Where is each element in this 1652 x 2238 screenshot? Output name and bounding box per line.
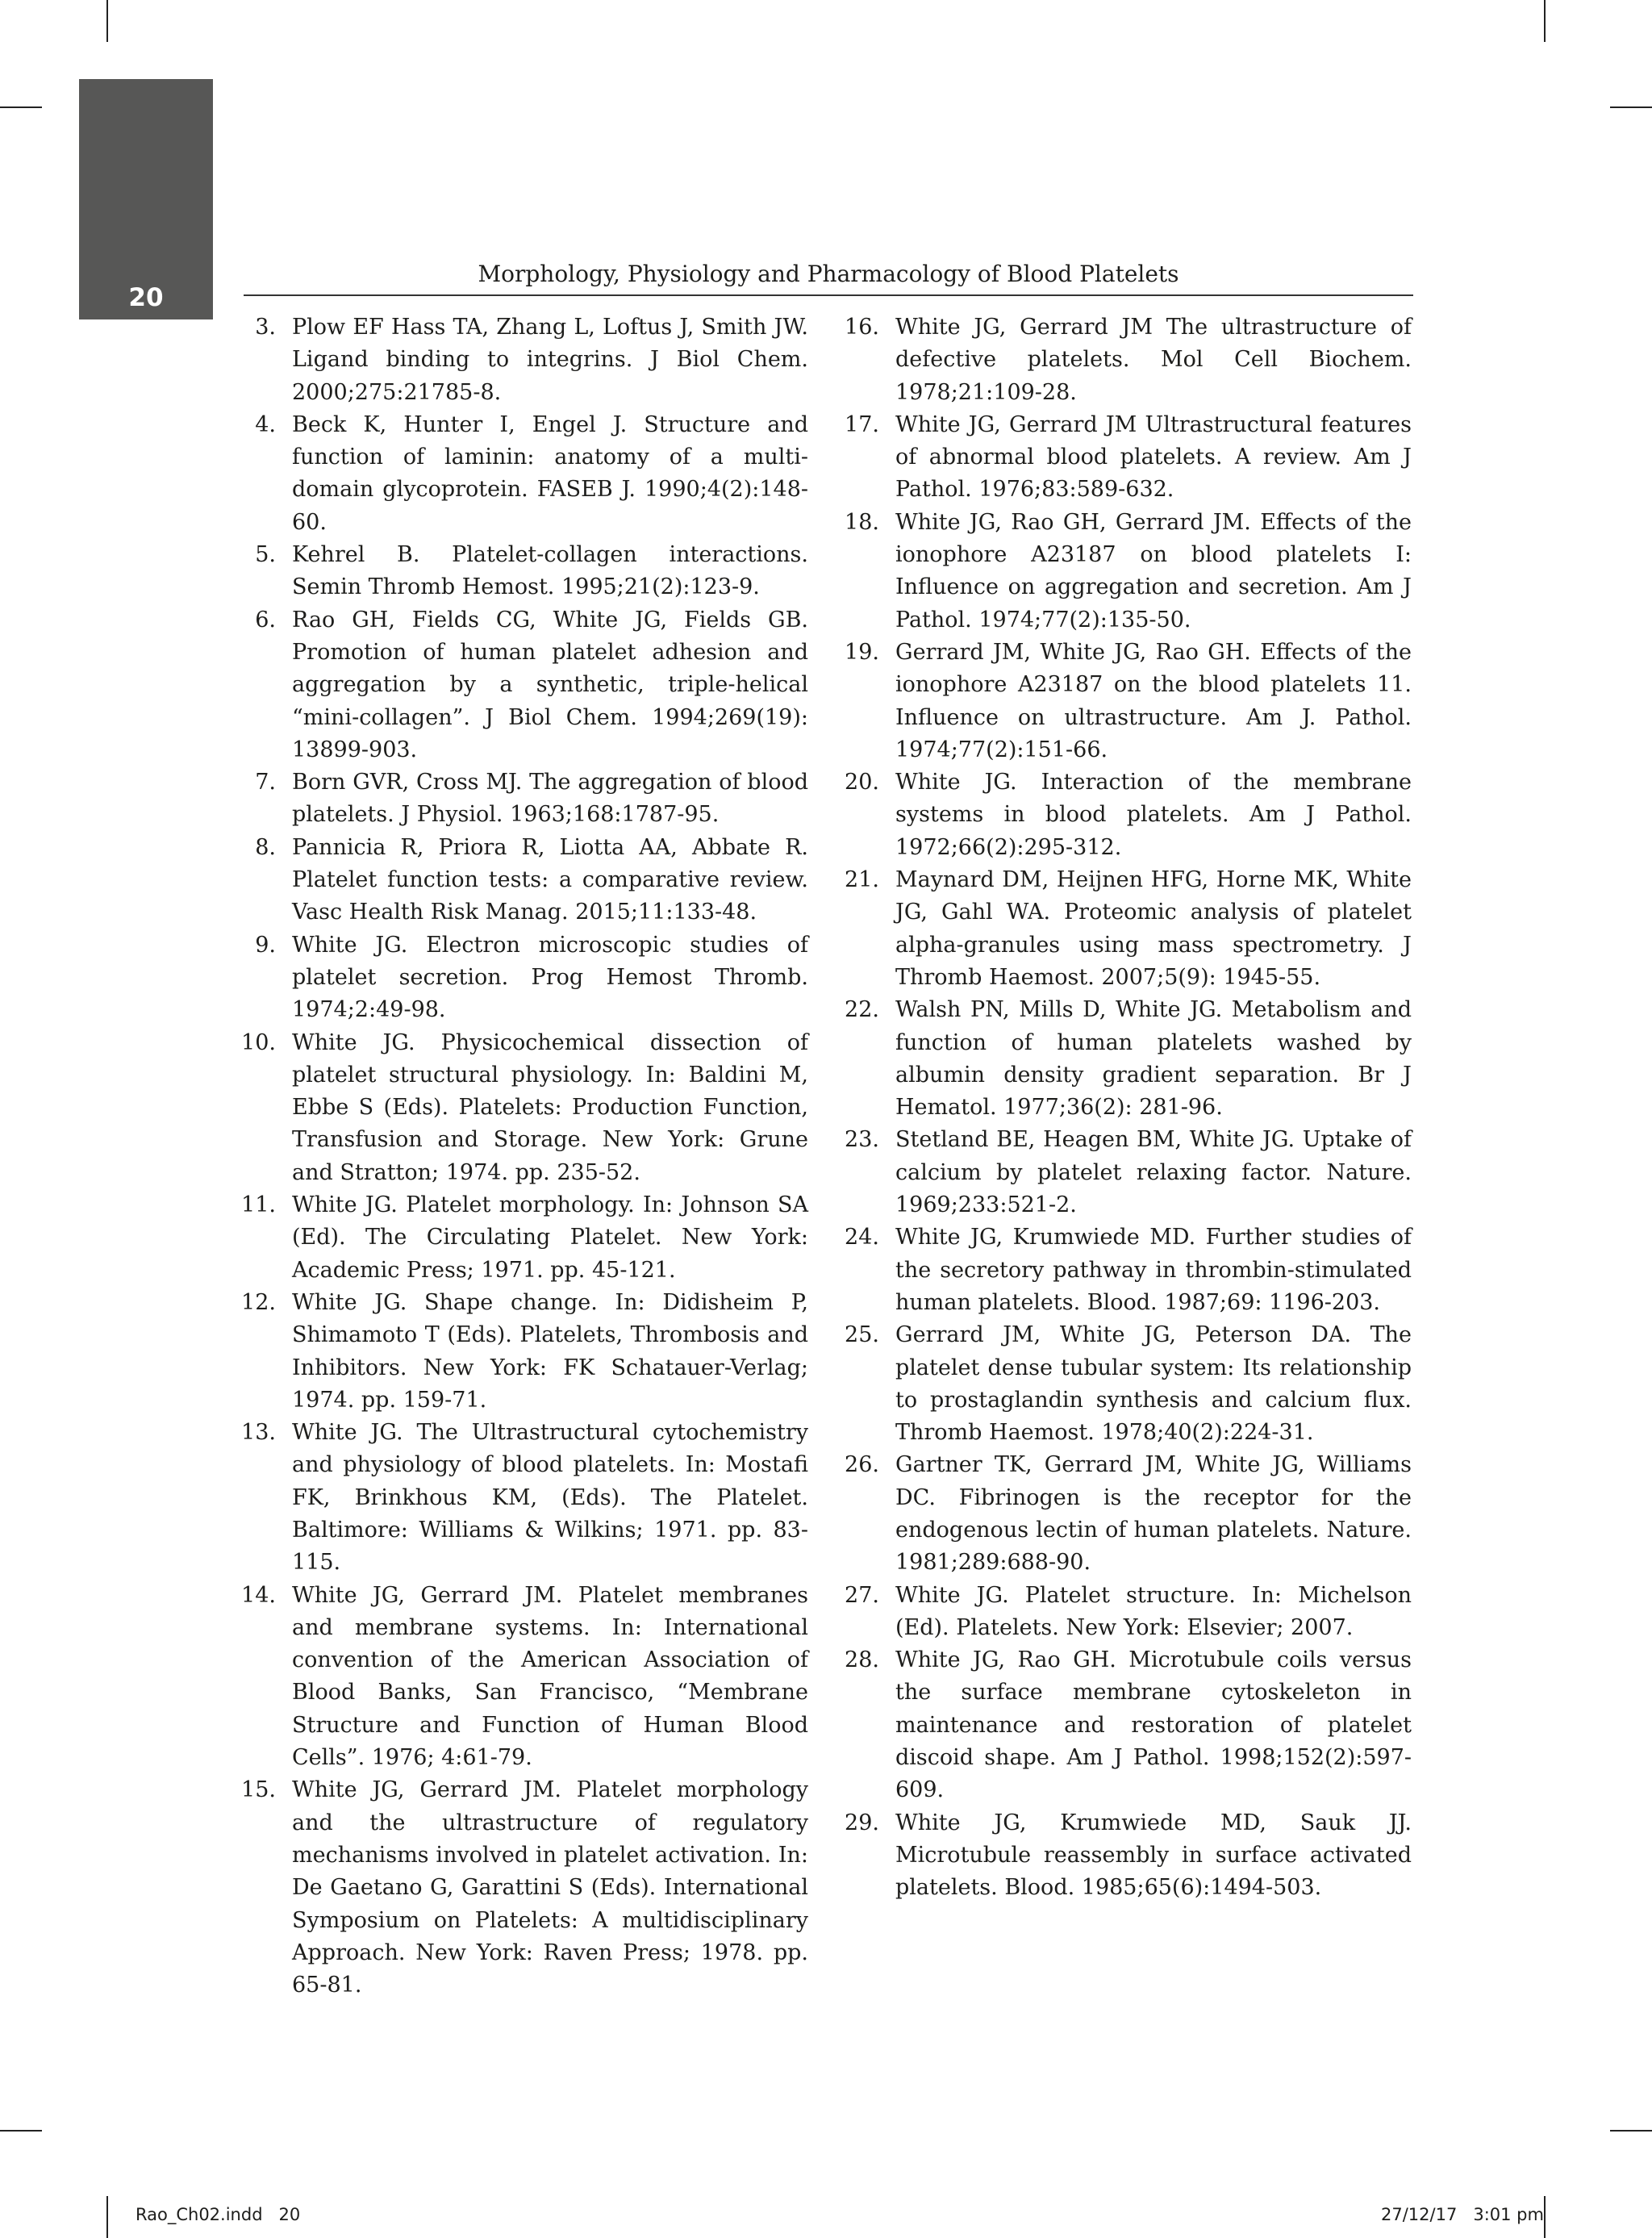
crop-mark-top-right [1544, 0, 1546, 42]
reference-item [831, 1319, 1412, 1449]
reference-item [831, 1580, 1412, 1645]
reference-text: Walsh PN, Mills D, White JG. Metabolism and function of human platelets washed by albumin density gradient separation. Br J Hematol. 1977;36(2): 281-96. [895, 997, 1412, 1121]
reference-item [227, 1189, 808, 1287]
reference-text: White JG, Gerrard JM. Platelet membranes and membrane systems. In: International convention of the American Association of Blood Banks, San Francisco, “Membrane Structure and Function of Human Blood Cells”. 1976; 4:61-79. [292, 1582, 808, 1771]
reference-text: Maynard DM, Heijnen HFG, Horne MK, White JG, Gahl WA. Proteomic analysis of platelet alpha-granules using mass spectrometry. J Thromb Haemost. 2007;5(9): 1945-55. [895, 867, 1412, 990]
reference-number: 24. [845, 1225, 879, 1251]
reference-text: Pannicia R, Priora R, Liotta AA, Abbate R. Platelet function tests: a comparative review. Vasc Health Risk Manag. 2015;11:133-48. [292, 834, 808, 925]
reference-item [227, 1027, 808, 1189]
reference-text: White JG, Rao GH. Microtubule coils versus the surface membrane cytoskeleton in maintenance and restoration of platelet discoid shape. Am J Pathol. 1998;152(2):597-609. [895, 1647, 1412, 1803]
reference-item [831, 311, 1412, 409]
reference-item [227, 311, 808, 409]
reference-number: 20. [845, 770, 879, 795]
reference-number: 26. [845, 1452, 879, 1478]
reference-number: 14. [241, 1582, 276, 1608]
reference-number: 25. [845, 1322, 879, 1348]
references-left-column [227, 311, 808, 2002]
reference-text: Kehrel B. Platelet-collagen interactions. Semin Thromb Hemost. 1995;21(2):123-9. [292, 542, 808, 600]
reference-text: Gerrard JM, White JG, Rao GH. Effects of the ionophore A23187 on the blood platelets 11. Influence on ultrastructure. Am J. Pathol. 1974;77(2):151-66. [895, 639, 1412, 762]
reference-text: White JG, Krumwiede MD, Sauk JJ. Microtubule reassembly in surface activated platelets. Blood. 1985;65(6):1494-503. [895, 1810, 1412, 1901]
reference-number: 23. [845, 1127, 879, 1153]
reference-number: 27. [845, 1582, 879, 1608]
reference-text: White JG. Platelet structure. In: Michelson (Ed). Platelets. New York: Elsevier; 2007. [895, 1582, 1412, 1640]
reference-text: White JG, Rao GH, Gerrard JM. Effects of the ionophore A23187 on blood platelets I: Influence on aggregation and secretion. Am J Pathol. 1974;77(2):135-50. [895, 509, 1412, 633]
crop-mark-right-bottom [1610, 2130, 1652, 2132]
reference-item [831, 409, 1412, 507]
reference-text: White JG. Shape change. In: Didisheim P, Shimamoto T (Eds). Platelets, Thrombosis and Inhibitors. New York: FK Schatauer-Verlag; 1974. pp. 159-71. [292, 1289, 808, 1413]
reference-text: White JG. The Ultrastructural cytochemistry and physiology of blood platelets. In: Mostafi FK, Brinkhous KM, (Eds). The Platelet. Baltimore: Williams & Wilkins; 1971. pp. 83-115. [292, 1420, 808, 1576]
reference-text: White JG, Krumwiede MD. Further studies of the secretory pathway in thrombin-stimulated human platelets. Blood. 1987;69: 1196-203. [895, 1225, 1412, 1315]
reference-item [227, 929, 808, 1027]
reference-text: Rao GH, Fields CG, White JG, Fields GB. Promotion of human platelet adhesion and aggregation by a synthetic, triple-helical “mini-collagen”. J Biol Chem. 1994;269(19): 13899-903. [292, 607, 808, 762]
reference-number: 4. [255, 411, 276, 437]
reference-number: 9. [255, 932, 276, 958]
reference-item [227, 409, 808, 539]
reference-item [227, 1287, 808, 1417]
crop-mark-top-left [106, 0, 108, 42]
reference-item [227, 1417, 808, 1579]
reference-number: 18. [845, 509, 879, 535]
reference-number: 10. [241, 1029, 276, 1055]
crop-mark-left-top [0, 106, 42, 108]
reference-text: White JG, Gerrard JM Ultrastructural features of abnormal blood platelets. A review. Am J Pathol. 1976;83:589-632. [895, 411, 1412, 503]
running-head: Morphology, Physiology and Pharmacology of Blood Platelets [478, 261, 1179, 287]
reference-item [831, 864, 1412, 994]
reference-text: White JG, Gerrard JM. Platelet morphology and the ultrastructure of regulatory mechanisms involved in platelet activation. In: De Gaetano G, Garattini S (Eds). International Symposium on Platelets: A multidisciplinary Approach. New York: Raven Press; 1978. pp. 65-81. [292, 1777, 808, 1998]
reference-item [227, 766, 808, 832]
reference-item [831, 1644, 1412, 1806]
reference-number: 11. [241, 1192, 276, 1218]
reference-item [831, 994, 1412, 1124]
reference-item [227, 832, 808, 929]
reference-number: 5. [255, 542, 276, 568]
crop-mark-right-top [1610, 106, 1652, 108]
reference-text: Born GVR, Cross MJ. The aggregation of blood platelets. J Physiol. 1963;168:1787-95. [292, 770, 808, 828]
crop-mark-bottom-left [106, 2196, 108, 2238]
reference-item [831, 637, 1412, 766]
references-right-column [831, 311, 1412, 1905]
reference-number: 7. [255, 770, 276, 795]
footer-file-slug: Rao_Ch02.indd 20 [136, 2205, 301, 2224]
reference-item [227, 1774, 808, 2002]
reference-number: 13. [241, 1420, 276, 1446]
reference-item [831, 507, 1412, 637]
reference-item [227, 604, 808, 766]
reference-item [831, 1124, 1412, 1221]
reference-number: 28. [845, 1647, 879, 1673]
reference-number: 29. [845, 1810, 879, 1835]
reference-text: White JG. Physicochemical dissection of platelet structural physiology. In: Baldini M, Ebbe S (Eds). Platelets: Production Function, Transfusion and Storage. New York: Grune and Stratton; 1974. pp. 235-52. [292, 1029, 808, 1185]
reference-number: 3. [255, 315, 276, 340]
reference-text: Gerrard JM, White JG, Peterson DA. The platelet dense tubular system: Its relationship to prostaglandin synthesis and calcium flux. Thromb Haemost. 1978;40(2):224-31. [895, 1322, 1412, 1446]
crop-mark-bottom-right [1544, 2196, 1546, 2238]
reference-text: White JG. Interaction of the membrane systems in blood platelets. Am J Pathol. 1972;66(2):295-312. [895, 770, 1412, 860]
page-number-tab [79, 79, 213, 319]
reference-number: 21. [845, 867, 879, 893]
reference-text: Stetland BE, Heagen BM, White JG. Uptake of calcium by platelet relaxing factor. Nature. 1969;233:521-2. [895, 1127, 1412, 1218]
crop-mark-left-bottom [0, 2130, 42, 2132]
reference-item [227, 539, 808, 604]
reference-item [227, 1580, 808, 1775]
reference-text: White JG. Platelet morphology. In: Johnson SA (Ed). The Circulating Platelet. New York: Academic Press; 1971. pp. 45-121. [292, 1192, 808, 1283]
reference-text: White JG. Electron microscopic studies of platelet secretion. Prog Hemost Thromb. 1974;2:49-98. [292, 932, 808, 1023]
page-number: 20 [128, 283, 164, 312]
reference-number: 19. [845, 639, 879, 665]
reference-number: 22. [845, 997, 879, 1023]
reference-text: Beck K, Hunter I, Engel J. Structure and function of laminin: anatomy of a multi-domain glycoprotein. FASEB J. 1990;4(2):148-60. [292, 411, 808, 535]
reference-item [831, 1807, 1412, 1905]
reference-number: 16. [845, 315, 879, 340]
reference-text: Plow EF Hass TA, Zhang L, Loftus J, Smith JW. Ligand binding to integrins. J Biol Chem. 2000;275:21785-8. [292, 315, 808, 405]
reference-number: 15. [241, 1777, 276, 1803]
footer-timestamp: 27/12/17 3:01 pm [1381, 2205, 1544, 2224]
reference-number: 8. [255, 834, 276, 860]
reference-item [831, 766, 1412, 864]
reference-number: 17. [845, 411, 879, 437]
reference-text: Gartner TK, Gerrard JM, White JG, Williams DC. Fibrinogen is the receptor for the endogenous lectin of human platelets. Nature. 1981;289:688-90. [895, 1452, 1412, 1576]
reference-number: 6. [255, 607, 276, 633]
reference-item [831, 1449, 1412, 1579]
reference-text: White JG, Gerrard JM The ultrastructure of defective platelets. Mol Cell Biochem. 1978;21:109-28. [895, 315, 1412, 405]
reference-item [831, 1221, 1412, 1319]
header-rule [244, 294, 1413, 296]
reference-number: 12. [241, 1289, 276, 1315]
